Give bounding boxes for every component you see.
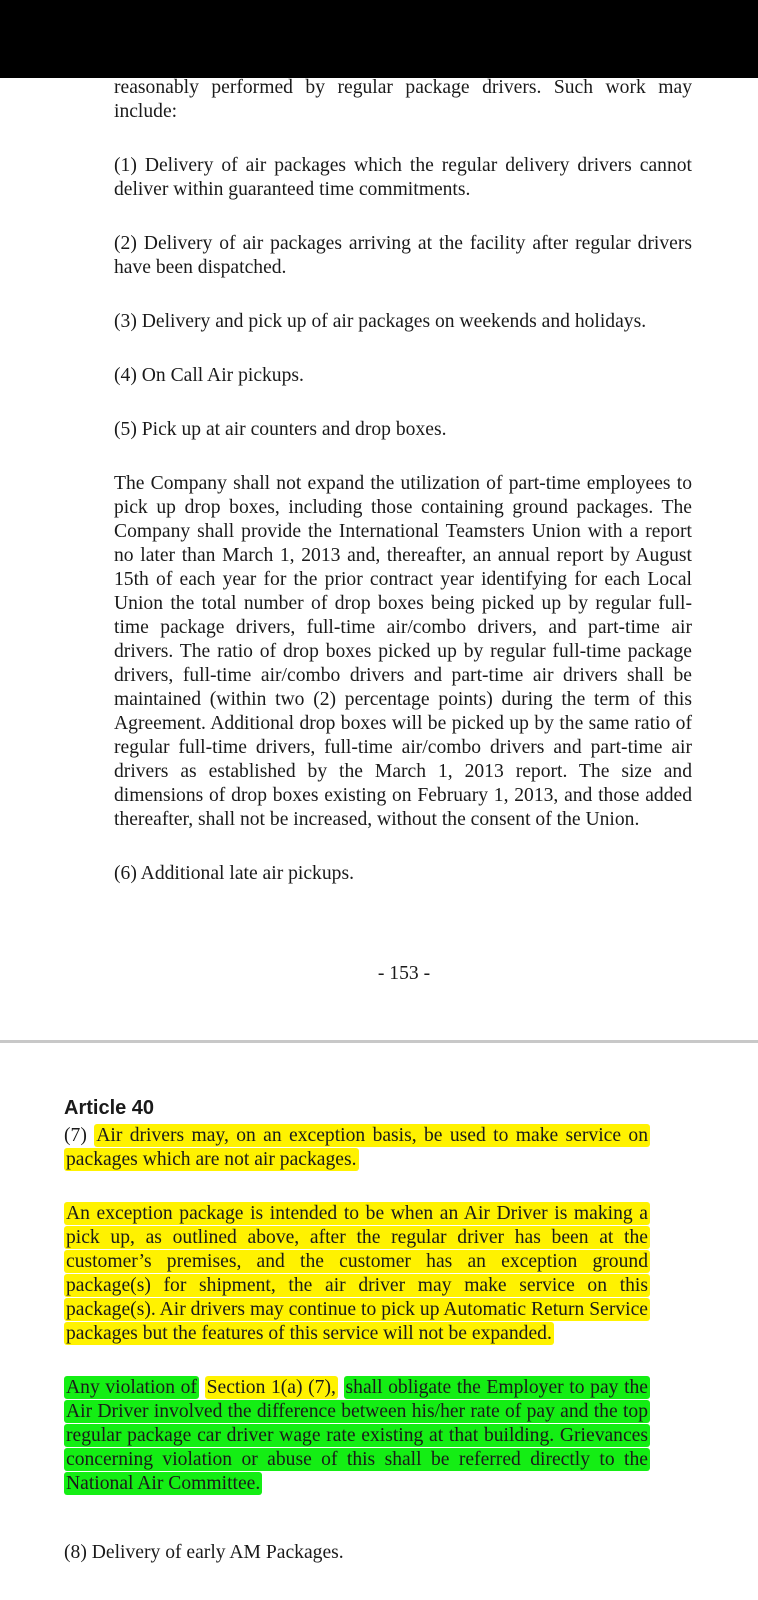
list-item-1: (1) Delivery of air packages which the regular delivery drivers cannot deliver within guaranteed time commitments. [114, 155, 692, 200]
top-black-bar [0, 0, 758, 78]
page-number: - 153 - [377, 963, 431, 984]
item-7-highlight: Air drivers may, on an exception basis, be used to make service on packages which are not air packages. [66, 1125, 648, 1170]
section-reference-highlight: Section 1(a) (7), [206, 1377, 336, 1398]
item-7-number: (7) [64, 1125, 87, 1146]
page-153-text [114, 76, 692, 886]
list-item-6: (6) Additional late air pickups. [114, 863, 354, 884]
intro-text: reasonably performed by regular package drivers. Such work may include: [114, 77, 692, 122]
drop-box-paragraph: The Company shall not expand the utilization of part-time employees to pick up drop boxes, including those containing ground packages. The Company shall provide the International Teamsters Union with a report no later than March 1, 2013 and, thereafter, an annual report by August 15th of each year for the prior contract year identifying for each Local Union the total number of drop boxes being picked up by regular full-time package drivers, full-time air/combo drivers, and part-time air drivers. The ratio of drop boxes picked up by regular full-time package drivers, full-time air/combo drivers and part-time air drivers shall be maintained (within two (2) percentage points) during the term of this Agreement. Additional drop boxes will be picked up by the same ratio of regular full-time drivers, full-time air/combo drivers and part-time air drivers as established by the March 1, 2013 report. The size and dimensions of drop boxes existing on February 1, 2013, and those added thereafter, shall not be increased, without the consent of the Union. [114, 473, 692, 830]
list-item-8: (8) Delivery of early AM Packages. [64, 1542, 344, 1563]
list-item-7 [64, 1124, 650, 1172]
list-item-4: (4) On Call Air pickups. [114, 365, 304, 386]
page-divider [0, 1040, 758, 1043]
list-item-2: (2) Delivery of air packages arriving at the facility after regular drivers have been dispatched. [114, 233, 692, 278]
violation-highlight-a: Any violation of [66, 1377, 197, 1398]
exception-paragraph [64, 1202, 650, 1346]
list-item-5: (5) Pick up at air counters and drop boxes. [114, 419, 447, 440]
violation-highlight-b: shall obligate the Employer to pay the Air Driver involved the difference between his/her rate of pay and the top regular package car driver wage rate existing at that building. Grievances concerning violation or abuse of this shall be referred directly to the National Air Committee. [66, 1377, 649, 1494]
article-heading: Article 40 [64, 1097, 155, 1119]
exception-highlight: An exception package is intended to be when an Air Driver is making a pick up, as outlined above, after the regular driver has been at the customer’s premises, and the customer has an exception ground package(s) for shipment, the air driver may make service on this package(s). Air drivers may continue to pick up Automatic Return Service packages but the features of this service will not be expanded. [66, 1203, 648, 1344]
article-40-text [64, 1096, 650, 1496]
list-item-3: (3) Delivery and pick up of air packages on weekends and holidays. [114, 311, 647, 332]
violation-paragraph [64, 1376, 650, 1496]
